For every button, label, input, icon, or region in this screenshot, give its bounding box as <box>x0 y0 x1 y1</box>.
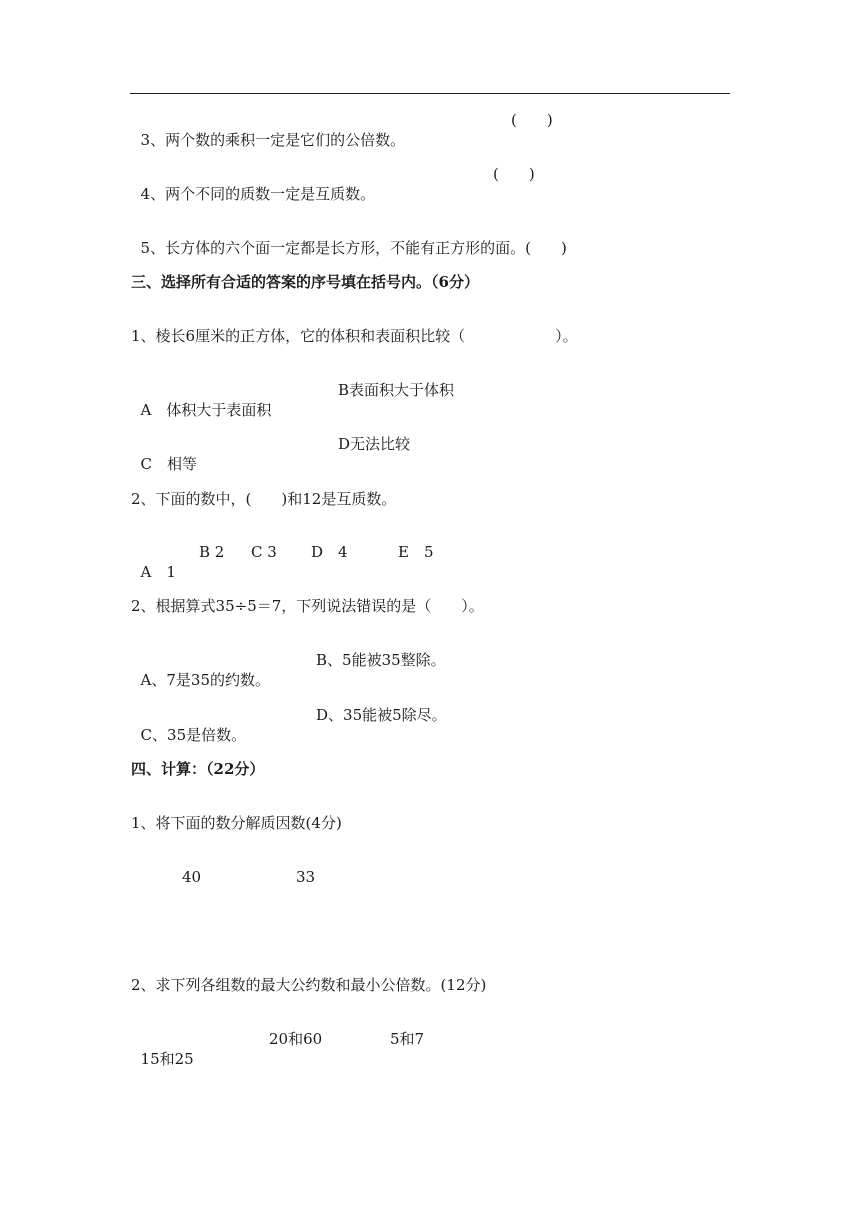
question-text: 5、长方体的六个面一定都是长方形，不能有正方形的面。( ) <box>140 239 567 257</box>
number-pair: 15和25 <box>140 1050 194 1068</box>
option-d[interactable]: D无法比较 <box>338 435 411 453</box>
number-pair: 20和60 <box>269 1030 323 1048</box>
factor-numbers-row <box>131 867 316 927</box>
option-a[interactable]: A、7是35的约数。 <box>140 671 271 689</box>
option-c[interactable]: C 相等 <box>140 455 198 473</box>
option-b[interactable]: B 2 <box>199 543 225 561</box>
answer-blank[interactable]: ( ) <box>511 111 553 129</box>
number-pairs-row <box>131 1029 425 1109</box>
mc-options-row <box>131 705 447 765</box>
option-c[interactable]: C 3 <box>251 543 277 561</box>
header-rule <box>130 93 730 94</box>
option-d[interactable]: D 4 <box>311 543 348 561</box>
option-a[interactable]: A 体积大于表面积 <box>140 401 272 419</box>
option-a[interactable]: A 1 <box>140 563 176 581</box>
option-c[interactable]: C、35是倍数。 <box>140 726 247 744</box>
tf-question-3 <box>131 110 553 170</box>
mc-question-2b: 2、根据算式35÷5＝7，下列说法错误的是（ ）。 <box>131 597 484 615</box>
option-b[interactable]: B表面积大于体积 <box>338 381 455 399</box>
number-pair: 5和7 <box>390 1030 425 1048</box>
mc-options-row <box>131 380 455 440</box>
option-b[interactable]: B、5能被35整除。 <box>316 651 446 669</box>
section-heading-4: 四、计算：（22分） <box>131 760 265 778</box>
mc-options-row <box>131 650 446 710</box>
question-text: 3、两个数的乘积一定是它们的公倍数。 <box>140 131 406 149</box>
mc-question-1: 1、棱长6厘米的正方体，它的体积和表面积比较（ ）。 <box>131 327 578 345</box>
option-d[interactable]: D、35能被5除尽。 <box>316 706 447 724</box>
option-e[interactable]: E 5 <box>398 543 434 561</box>
question-text: 4、两个不同的质数一定是互质数。 <box>140 185 376 203</box>
section-heading-3: 三、选择所有合适的答案的序号填在括号内。（6分） <box>131 273 479 291</box>
factor-number: 33 <box>296 868 316 886</box>
tf-question-4 <box>131 164 535 224</box>
tf-question-5 <box>131 218 567 258</box>
mc-question-2: 2、下面的数中，( )和12是互质数。 <box>131 490 397 508</box>
mc-options-row <box>131 434 411 494</box>
answer-blank[interactable]: ( ) <box>493 165 535 183</box>
factor-number: 40 <box>182 868 202 886</box>
calc-question-1: 1、将下面的数分解质因数(4分) <box>131 814 342 832</box>
calc-question-2: 2、求下列各组数的最大公约数和最小公倍数。(12分) <box>131 976 487 994</box>
